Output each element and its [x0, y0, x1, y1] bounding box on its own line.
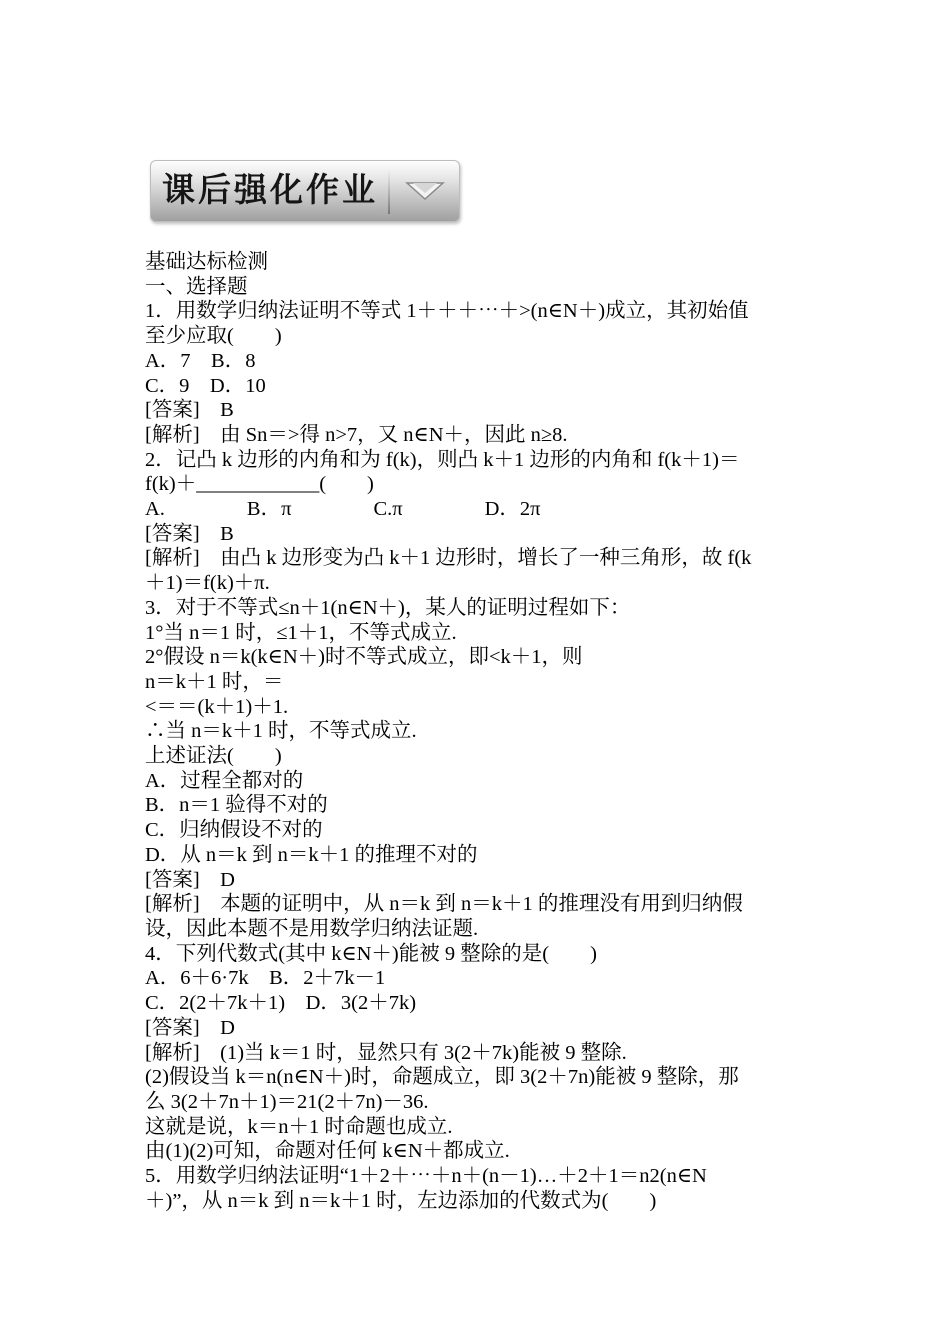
text-line: f(k)＋____________( ) — [145, 473, 374, 496]
text-line: 设，因此本题不是用数学归纳法证题. — [145, 917, 479, 940]
text-line: 这就是说，k＝n＋1 时命题也成立. — [145, 1115, 453, 1138]
text-line: B．n＝1 验得不对的 — [145, 794, 328, 817]
text-line: 1°当 n＝1 时，≤1＋1，不等式成立. — [145, 621, 457, 644]
banner-divider — [388, 168, 390, 214]
text-line: A．过程全都对的 — [145, 769, 304, 792]
text-line: 一、选择题 — [145, 275, 248, 298]
text-line: (2)假设当 k＝n(n∈N＋)时，命题成立，即 3(2＋7n)能被 9 整除，那 — [145, 1066, 739, 1089]
text-line: 么 3(2＋7n＋1)＝21(2＋7n)－36. — [145, 1090, 429, 1113]
text-line: [答案] B — [145, 399, 234, 422]
section-banner — [150, 160, 460, 222]
text-line: 3．对于不等式≤n＋1(n∈N＋)，某人的证明过程如下： — [145, 596, 631, 619]
text-line: ＋1)＝f(k)＋π. — [145, 572, 270, 595]
text-line: [答案] D — [145, 868, 235, 891]
text-line: [解析] 本题的证明中，从 n＝k 到 n＝k＋1 的推理没有用到归纳假 — [145, 893, 743, 916]
text-line: A．7 B．8 — [145, 349, 256, 372]
text-line: 5．用数学归纳法证明“1＋2＋⋯＋n＋(n－1)…＋2＋1＝n2(n∈N — [145, 1165, 707, 1188]
text-line: ∴当 n＝k＋1 时，不等式成立. — [145, 720, 417, 743]
text-line: 1．用数学归纳法证明不等式 1＋＋＋⋯＋>(n∈N＋)成立，其初始值 — [145, 300, 749, 323]
document-body — [145, 250, 810, 1213]
text-line: 至少应取( ) — [145, 325, 282, 348]
text-line: [解析] 由凸 k 边形变为凸 k＋1 边形时，增长了一种三角形，故 f(k — [145, 547, 752, 570]
text-line: C．归纳假设不对的 — [145, 819, 323, 842]
text-line: C．2(2＋7k＋1) D．3(2＋7k) — [145, 992, 417, 1015]
banner-title: 课后强化作业 — [162, 170, 378, 209]
text-line: 4．下列代数式(其中 k∈N＋)能被 9 整除的是( ) — [145, 942, 597, 965]
text-line: [解析] 由 Sn＝>得 n>7，又 n∈N＋，因此 n≥8. — [145, 423, 568, 446]
text-line: 由(1)(2)可知，命题对任何 k∈N＋都成立. — [145, 1140, 510, 1163]
text-line: A．6＋6·7k B．2＋7k－1 — [145, 967, 386, 990]
text-line: ＋)”，从 n＝k 到 n＝k＋1 时，左边添加的代数式为( ) — [145, 1189, 657, 1212]
text-line: n＝k＋1 时，＝ — [145, 670, 284, 693]
text-line: 2°假设 n＝k(k∈N＋)时不等式成立，即<k＋1，则 — [145, 646, 583, 669]
text-line: [答案] D — [145, 1016, 235, 1039]
text-line: 2．记凸 k 边形的内角和为 f(k)，则凸 k＋1 边形的内角和 f(k＋1)＝ — [145, 448, 740, 471]
text-line: 上述证法( ) — [145, 745, 282, 768]
chevron-down-icon — [400, 170, 450, 212]
text-line: [答案] B — [145, 522, 234, 545]
text-line: C．9 D．10 — [145, 374, 266, 397]
text-line: D．从 n＝k 到 n＝k＋1 的推理不对的 — [145, 843, 478, 866]
text-line: A. B．π C.π D．2π — [145, 498, 541, 521]
text-line: 基础达标检测 — [145, 251, 268, 273]
text-line: [解析] (1)当 k＝1 时，显然只有 3(2＋7k)能被 9 整除. — [145, 1041, 627, 1064]
text-line: <＝＝(k＋1)＋1. — [145, 695, 289, 718]
